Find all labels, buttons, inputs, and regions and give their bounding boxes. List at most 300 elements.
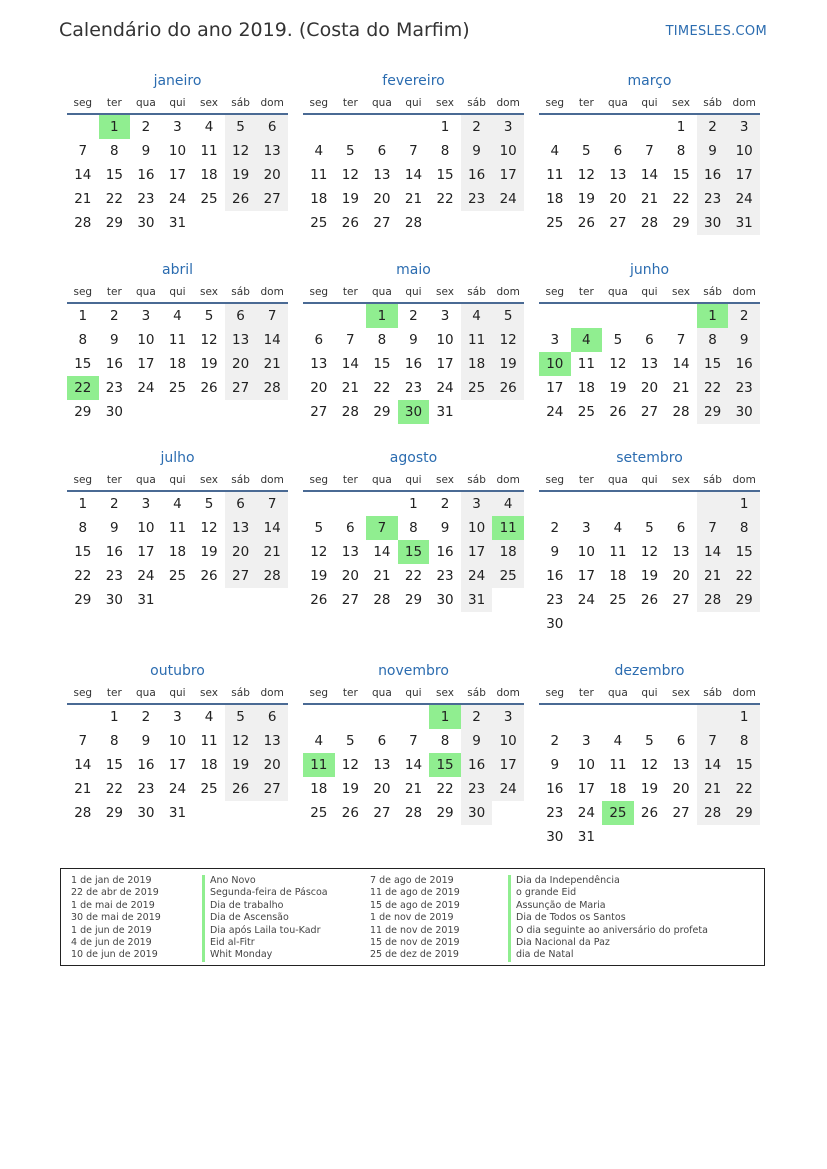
day-cell[interactable]: 14 — [404, 167, 423, 183]
day-cell[interactable]: 6 — [645, 332, 654, 348]
day-cell[interactable]: 24 — [577, 592, 595, 608]
day-cell[interactable]: 11 — [303, 753, 335, 777]
day-cell[interactable]: 9 — [728, 328, 760, 352]
day-cell[interactable]: 31 — [168, 805, 187, 821]
day-cell[interactable]: 23 — [137, 781, 155, 797]
day-cell[interactable]: 19 — [200, 544, 218, 560]
day-cell[interactable]: 28 — [697, 588, 729, 612]
day-cell[interactable]: 24 — [436, 380, 454, 396]
day-cell[interactable]: 4 — [314, 733, 324, 749]
day-cell[interactable]: 19 — [200, 356, 218, 372]
day-cell[interactable]: 26 — [640, 592, 659, 608]
day-cell[interactable]: 3 — [461, 491, 493, 516]
day-cell[interactable]: 27 — [672, 805, 690, 821]
day-cell[interactable]: 20 — [256, 753, 288, 777]
day-cell[interactable]: 1 — [676, 119, 686, 135]
day-cell[interactable]: 7 — [366, 516, 398, 540]
day-cell[interactable]: 8 — [409, 520, 418, 536]
day-cell[interactable]: 4 — [461, 303, 493, 328]
day-cell[interactable]: 3 — [440, 308, 450, 324]
day-cell[interactable]: 11 — [609, 757, 627, 773]
day-cell[interactable]: 28 — [373, 592, 391, 608]
day-cell[interactable]: 19 — [341, 781, 359, 797]
day-cell[interactable]: 25 — [609, 592, 627, 608]
day-cell[interactable]: 21 — [404, 781, 423, 797]
day-cell[interactable]: 20 — [373, 781, 391, 797]
day-cell[interactable]: 24 — [137, 380, 155, 396]
day-cell[interactable]: 7 — [409, 143, 418, 159]
day-cell[interactable]: 15 — [373, 356, 391, 372]
day-cell[interactable]: 25 — [168, 568, 187, 584]
day-cell[interactable]: 17 — [168, 167, 187, 183]
day-cell[interactable]: 12 — [225, 139, 257, 163]
day-cell[interactable]: 14 — [74, 757, 92, 773]
day-cell[interactable]: 1 — [366, 303, 398, 328]
day-cell[interactable]: 27 — [225, 564, 257, 588]
day-cell[interactable]: 21 — [74, 191, 92, 207]
day-cell[interactable]: 20 — [672, 781, 690, 797]
day-cell[interactable]: 6 — [377, 143, 387, 159]
day-cell[interactable]: 17 — [168, 757, 187, 773]
day-cell[interactable]: 17 — [492, 753, 524, 777]
day-cell[interactable]: 29 — [105, 215, 123, 231]
day-cell[interactable]: 2 — [141, 709, 151, 725]
day-cell[interactable]: 24 — [492, 777, 524, 801]
day-cell[interactable]: 10 — [436, 332, 454, 348]
day-cell[interactable]: 7 — [256, 491, 288, 516]
day-cell[interactable]: 22 — [728, 777, 760, 801]
day-cell[interactable]: 19 — [609, 380, 627, 396]
day-cell[interactable]: 7 — [645, 143, 654, 159]
day-cell[interactable]: 27 — [225, 376, 257, 400]
day-cell[interactable]: 18 — [200, 167, 218, 183]
day-cell[interactable]: 5 — [346, 733, 355, 749]
day-cell[interactable]: 8 — [440, 143, 450, 159]
day-cell[interactable]: 28 — [256, 564, 288, 588]
day-cell[interactable]: 29 — [728, 801, 760, 825]
day-cell[interactable]: 31 — [168, 215, 187, 231]
day-cell[interactable]: 28 — [672, 404, 690, 420]
day-cell[interactable]: 10 — [492, 139, 524, 163]
day-cell[interactable]: 25 — [461, 376, 493, 400]
day-cell[interactable]: 25 — [168, 380, 187, 396]
day-cell[interactable]: 4 — [204, 709, 214, 725]
day-cell[interactable]: 12 — [640, 544, 659, 560]
day-cell[interactable]: 22 — [67, 376, 99, 400]
day-cell[interactable]: 20 — [225, 352, 257, 376]
day-cell[interactable]: 18 — [310, 191, 328, 207]
day-cell[interactable]: 18 — [168, 356, 187, 372]
day-cell[interactable]: 30 — [461, 801, 493, 825]
day-cell[interactable]: 11 — [168, 520, 187, 536]
day-cell[interactable]: 15 — [436, 167, 454, 183]
day-cell[interactable]: 12 — [640, 757, 659, 773]
day-cell[interactable]: 24 — [168, 191, 187, 207]
day-cell[interactable]: 27 — [672, 592, 690, 608]
day-cell[interactable]: 27 — [256, 187, 288, 211]
day-cell[interactable]: 26 — [577, 215, 595, 231]
day-cell[interactable]: 25 — [602, 801, 634, 825]
day-cell[interactable]: 26 — [310, 592, 328, 608]
day-cell[interactable]: 11 — [492, 516, 524, 540]
day-cell[interactable]: 29 — [404, 592, 423, 608]
day-cell[interactable]: 19 — [640, 568, 659, 584]
day-cell[interactable]: 27 — [640, 404, 659, 420]
day-cell[interactable]: 22 — [728, 564, 760, 588]
day-cell[interactable]: 1 — [99, 114, 131, 139]
brand-link[interactable]: TIMESLES.COM — [665, 24, 767, 39]
day-cell[interactable]: 20 — [256, 163, 288, 187]
day-cell[interactable]: 5 — [346, 143, 355, 159]
day-cell[interactable]: 11 — [310, 167, 328, 183]
day-cell[interactable]: 26 — [200, 380, 218, 396]
day-cell[interactable]: 2 — [550, 733, 560, 749]
day-cell[interactable]: 26 — [200, 568, 218, 584]
day-cell[interactable]: 13 — [373, 167, 391, 183]
day-cell[interactable]: 3 — [582, 733, 591, 749]
day-cell[interactable]: 17 — [137, 356, 155, 372]
day-cell[interactable]: 23 — [404, 380, 423, 396]
day-cell[interactable]: 15 — [672, 167, 690, 183]
day-cell[interactable]: 24 — [577, 805, 595, 821]
day-cell[interactable]: 5 — [582, 143, 591, 159]
day-cell[interactable]: 29 — [672, 215, 690, 231]
day-cell[interactable]: 17 — [436, 356, 454, 372]
day-cell[interactable]: 21 — [404, 191, 423, 207]
day-cell[interactable]: 23 — [728, 376, 760, 400]
day-cell[interactable]: 2 — [110, 496, 119, 512]
day-cell[interactable]: 10 — [168, 143, 187, 159]
day-cell[interactable]: 7 — [409, 733, 418, 749]
day-cell[interactable]: 19 — [640, 781, 659, 797]
day-cell[interactable]: 23 — [137, 191, 155, 207]
day-cell[interactable]: 6 — [225, 491, 257, 516]
day-cell[interactable]: 9 — [461, 729, 493, 753]
day-cell[interactable]: 13 — [609, 167, 627, 183]
day-cell[interactable]: 16 — [546, 568, 564, 584]
day-cell[interactable]: 11 — [200, 143, 218, 159]
day-cell[interactable]: 13 — [225, 516, 257, 540]
day-cell[interactable]: 9 — [110, 332, 119, 348]
day-cell[interactable]: 15 — [105, 757, 123, 773]
day-cell[interactable]: 12 — [577, 167, 595, 183]
day-cell[interactable]: 4 — [550, 143, 560, 159]
day-cell[interactable]: 17 — [728, 163, 760, 187]
day-cell[interactable]: 2 — [110, 308, 119, 324]
day-cell[interactable]: 15 — [697, 352, 729, 376]
day-cell[interactable]: 22 — [436, 781, 454, 797]
day-cell[interactable]: 20 — [373, 191, 391, 207]
day-cell[interactable]: 23 — [546, 592, 564, 608]
day-cell[interactable]: 3 — [173, 119, 182, 135]
day-cell[interactable]: 17 — [461, 540, 493, 564]
day-cell[interactable]: 20 — [310, 380, 328, 396]
day-cell[interactable]: 11 — [546, 167, 564, 183]
day-cell[interactable]: 23 — [105, 380, 123, 396]
day-cell[interactable]: 3 — [550, 332, 560, 348]
day-cell[interactable]: 14 — [373, 544, 391, 560]
day-cell[interactable]: 28 — [341, 404, 359, 420]
day-cell[interactable]: 11 — [461, 328, 493, 352]
day-cell[interactable]: 15 — [74, 356, 92, 372]
day-cell[interactable]: 16 — [137, 167, 155, 183]
day-cell[interactable]: 13 — [310, 356, 328, 372]
day-cell[interactable]: 16 — [461, 753, 493, 777]
day-cell[interactable]: 14 — [404, 757, 423, 773]
day-cell[interactable]: 29 — [436, 805, 454, 821]
day-cell[interactable]: 30 — [436, 592, 454, 608]
day-cell[interactable]: 3 — [492, 704, 524, 729]
day-cell[interactable]: 29 — [74, 404, 92, 420]
day-cell[interactable]: 18 — [310, 781, 328, 797]
day-cell[interactable]: 14 — [697, 753, 729, 777]
day-cell[interactable]: 19 — [577, 191, 595, 207]
day-cell[interactable]: 25 — [200, 191, 218, 207]
day-cell[interactable]: 18 — [492, 540, 524, 564]
day-cell[interactable]: 30 — [105, 592, 123, 608]
day-cell[interactable]: 16 — [105, 544, 123, 560]
day-cell[interactable]: 31 — [137, 592, 155, 608]
day-cell[interactable]: 4 — [571, 328, 603, 352]
day-cell[interactable]: 24 — [137, 568, 155, 584]
day-cell[interactable]: 10 — [577, 544, 595, 560]
day-cell[interactable]: 7 — [676, 332, 686, 348]
day-cell[interactable]: 8 — [110, 143, 119, 159]
day-cell[interactable]: 9 — [110, 520, 119, 536]
day-cell[interactable]: 22 — [436, 191, 454, 207]
day-cell[interactable]: 2 — [141, 119, 151, 135]
day-cell[interactable]: 1 — [78, 308, 88, 324]
day-cell[interactable]: 6 — [225, 303, 257, 328]
day-cell[interactable]: 11 — [609, 544, 627, 560]
day-cell[interactable]: 23 — [461, 187, 493, 211]
day-cell[interactable]: 21 — [697, 777, 729, 801]
day-cell[interactable]: 21 — [341, 380, 359, 396]
day-cell[interactable]: 14 — [672, 356, 690, 372]
day-cell[interactable]: 27 — [609, 215, 627, 231]
day-cell[interactable]: 5 — [225, 114, 257, 139]
day-cell[interactable]: 30 — [546, 616, 564, 632]
day-cell[interactable]: 30 — [546, 829, 564, 845]
day-cell[interactable]: 31 — [577, 829, 595, 845]
day-cell[interactable]: 30 — [697, 211, 729, 235]
day-cell[interactable]: 6 — [346, 520, 355, 536]
day-cell[interactable]: 22 — [105, 781, 123, 797]
day-cell[interactable]: 13 — [256, 139, 288, 163]
day-cell[interactable]: 25 — [577, 404, 595, 420]
day-cell[interactable]: 1 — [429, 704, 461, 729]
day-cell[interactable]: 28 — [74, 215, 92, 231]
day-cell[interactable]: 9 — [409, 332, 418, 348]
day-cell[interactable]: 24 — [461, 564, 493, 588]
day-cell[interactable]: 25 — [492, 564, 524, 588]
day-cell[interactable]: 6 — [377, 733, 387, 749]
day-cell[interactable]: 11 — [200, 733, 218, 749]
day-cell[interactable]: 10 — [461, 516, 493, 540]
day-cell[interactable]: 24 — [546, 404, 564, 420]
day-cell[interactable]: 22 — [74, 568, 92, 584]
day-cell[interactable]: 18 — [609, 781, 627, 797]
day-cell[interactable]: 15 — [728, 540, 760, 564]
day-cell[interactable]: 26 — [225, 777, 257, 801]
day-cell[interactable]: 6 — [676, 733, 686, 749]
day-cell[interactable]: 10 — [137, 520, 155, 536]
day-cell[interactable]: 2 — [461, 704, 493, 729]
day-cell[interactable]: 30 — [398, 400, 430, 424]
day-cell[interactable]: 7 — [78, 733, 88, 749]
day-cell[interactable]: 12 — [341, 757, 359, 773]
day-cell[interactable]: 27 — [373, 805, 391, 821]
day-cell[interactable]: 8 — [78, 332, 88, 348]
day-cell[interactable]: 4 — [204, 119, 214, 135]
day-cell[interactable]: 5 — [613, 332, 623, 348]
day-cell[interactable]: 3 — [728, 114, 760, 139]
day-cell[interactable]: 9 — [440, 520, 450, 536]
day-cell[interactable]: 18 — [461, 352, 493, 376]
day-cell[interactable]: 8 — [728, 729, 760, 753]
day-cell[interactable]: 4 — [173, 308, 182, 324]
day-cell[interactable]: 13 — [640, 356, 659, 372]
day-cell[interactable]: 6 — [676, 520, 686, 536]
day-cell[interactable]: 16 — [546, 781, 564, 797]
day-cell[interactable]: 1 — [440, 119, 450, 135]
day-cell[interactable]: 17 — [492, 163, 524, 187]
day-cell[interactable]: 31 — [436, 404, 454, 420]
day-cell[interactable]: 5 — [645, 733, 654, 749]
day-cell[interactable]: 9 — [697, 139, 729, 163]
day-cell[interactable]: 13 — [672, 544, 690, 560]
day-cell[interactable]: 4 — [314, 143, 324, 159]
day-cell[interactable]: 12 — [310, 544, 328, 560]
day-cell[interactable]: 25 — [310, 215, 328, 231]
day-cell[interactable]: 13 — [225, 328, 257, 352]
day-cell[interactable]: 29 — [728, 588, 760, 612]
day-cell[interactable]: 26 — [341, 215, 359, 231]
day-cell[interactable]: 5 — [492, 303, 524, 328]
day-cell[interactable]: 24 — [728, 187, 760, 211]
day-cell[interactable]: 27 — [310, 404, 328, 420]
day-cell[interactable]: 6 — [256, 704, 288, 729]
day-cell[interactable]: 4 — [613, 520, 623, 536]
day-cell[interactable]: 12 — [341, 167, 359, 183]
day-cell[interactable]: 8 — [697, 328, 729, 352]
day-cell[interactable]: 27 — [373, 215, 391, 231]
day-cell[interactable]: 5 — [204, 496, 214, 512]
day-cell[interactable]: 22 — [672, 191, 690, 207]
day-cell[interactable]: 26 — [492, 376, 524, 400]
day-cell[interactable]: 10 — [539, 352, 571, 376]
day-cell[interactable]: 3 — [141, 496, 151, 512]
day-cell[interactable]: 21 — [256, 540, 288, 564]
day-cell[interactable]: 27 — [256, 777, 288, 801]
day-cell[interactable]: 29 — [697, 400, 729, 424]
day-cell[interactable]: 8 — [440, 733, 450, 749]
day-cell[interactable]: 17 — [137, 544, 155, 560]
day-cell[interactable]: 28 — [256, 376, 288, 400]
day-cell[interactable]: 15 — [74, 544, 92, 560]
day-cell[interactable]: 3 — [492, 114, 524, 139]
day-cell[interactable]: 26 — [341, 805, 359, 821]
day-cell[interactable]: 12 — [225, 729, 257, 753]
day-cell[interactable]: 31 — [461, 588, 493, 612]
day-cell[interactable]: 22 — [373, 380, 391, 396]
day-cell[interactable]: 20 — [225, 540, 257, 564]
day-cell[interactable]: 23 — [436, 568, 454, 584]
day-cell[interactable]: 19 — [310, 568, 328, 584]
day-cell[interactable]: 1 — [409, 496, 418, 512]
day-cell[interactable]: 20 — [640, 380, 659, 396]
day-cell[interactable]: 2 — [461, 114, 493, 139]
day-cell[interactable]: 1 — [78, 496, 88, 512]
day-cell[interactable]: 3 — [141, 308, 151, 324]
day-cell[interactable]: 23 — [697, 187, 729, 211]
day-cell[interactable]: 14 — [341, 356, 359, 372]
day-cell[interactable]: 9 — [550, 757, 560, 773]
day-cell[interactable]: 21 — [74, 781, 92, 797]
day-cell[interactable]: 25 — [310, 805, 328, 821]
day-cell[interactable]: 19 — [225, 753, 257, 777]
day-cell[interactable]: 28 — [697, 801, 729, 825]
day-cell[interactable]: 30 — [137, 215, 155, 231]
day-cell[interactable]: 7 — [697, 729, 729, 753]
day-cell[interactable]: 25 — [200, 781, 218, 797]
day-cell[interactable]: 30 — [137, 805, 155, 821]
day-cell[interactable]: 24 — [168, 781, 187, 797]
day-cell[interactable]: 20 — [341, 568, 359, 584]
day-cell[interactable]: 19 — [341, 191, 359, 207]
day-cell[interactable]: 13 — [672, 757, 690, 773]
day-cell[interactable]: 10 — [728, 139, 760, 163]
day-cell[interactable]: 28 — [404, 215, 423, 231]
day-cell[interactable]: 2 — [440, 496, 450, 512]
day-cell[interactable]: 3 — [582, 520, 591, 536]
day-cell[interactable]: 15 — [728, 753, 760, 777]
day-cell[interactable]: 7 — [78, 143, 88, 159]
day-cell[interactable]: 11 — [577, 356, 595, 372]
day-cell[interactable]: 26 — [225, 187, 257, 211]
day-cell[interactable]: 2 — [409, 308, 418, 324]
day-cell[interactable]: 19 — [225, 163, 257, 187]
day-cell[interactable]: 22 — [404, 568, 423, 584]
day-cell[interactable]: 14 — [74, 167, 92, 183]
day-cell[interactable]: 14 — [697, 540, 729, 564]
day-cell[interactable]: 12 — [609, 356, 627, 372]
day-cell[interactable]: 26 — [640, 805, 659, 821]
day-cell[interactable]: 29 — [105, 805, 123, 821]
day-cell[interactable]: 4 — [173, 496, 182, 512]
day-cell[interactable]: 28 — [640, 215, 659, 231]
day-cell[interactable]: 17 — [577, 781, 595, 797]
day-cell[interactable]: 20 — [609, 191, 627, 207]
day-cell[interactable]: 16 — [436, 544, 454, 560]
day-cell[interactable]: 25 — [546, 215, 564, 231]
day-cell[interactable]: 28 — [74, 805, 92, 821]
day-cell[interactable]: 6 — [613, 143, 623, 159]
day-cell[interactable]: 8 — [110, 733, 119, 749]
day-cell[interactable]: 11 — [168, 332, 187, 348]
day-cell[interactable]: 21 — [373, 568, 391, 584]
day-cell[interactable]: 31 — [728, 211, 760, 235]
day-cell[interactable]: 5 — [314, 520, 324, 536]
day-cell[interactable]: 9 — [141, 733, 151, 749]
day-cell[interactable]: 2 — [697, 114, 729, 139]
day-cell[interactable]: 5 — [225, 704, 257, 729]
day-cell[interactable]: 1 — [728, 704, 760, 729]
day-cell[interactable]: 6 — [314, 332, 324, 348]
day-cell[interactable]: 13 — [256, 729, 288, 753]
day-cell[interactable]: 20 — [672, 568, 690, 584]
day-cell[interactable]: 21 — [256, 352, 288, 376]
